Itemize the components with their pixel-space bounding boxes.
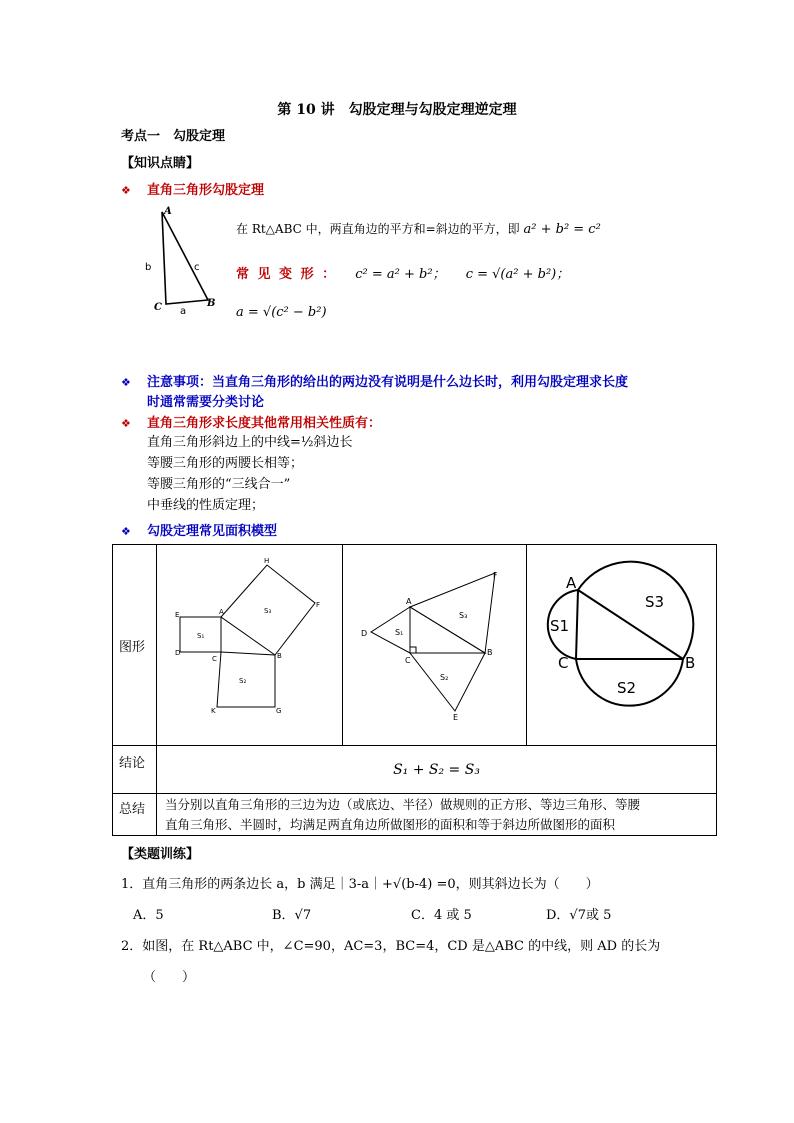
properties-list: [147, 432, 353, 516]
q1-option-b[interactable]: B．√7: [272, 908, 312, 923]
variants-row: [236, 263, 569, 282]
squares-model-figure: [157, 545, 342, 741]
figure-squares-cell: [157, 545, 343, 746]
diamond-bullet-icon: ❖: [121, 184, 131, 197]
figure-semicircles-cell: [527, 545, 717, 746]
row-label-conclusion: 结论: [113, 746, 157, 794]
fig3-label-C: C: [558, 654, 569, 672]
fig1-label-B: B: [277, 652, 282, 660]
statement-formula: a² + b² = c²: [523, 222, 601, 237]
fig1-label-F: F: [316, 601, 321, 609]
label-B: B: [207, 298, 216, 309]
attention-bullet: [121, 371, 628, 390]
q1-option-d[interactable]: D．√7或 5: [546, 908, 612, 923]
fig2-label-S2: S₂: [440, 673, 449, 682]
row-label-figure: 图形: [113, 545, 157, 746]
label-A: A: [164, 206, 172, 217]
theorem-bullet: [121, 179, 264, 198]
triangle-s2: [410, 653, 485, 711]
fig1-label-E: E: [175, 611, 180, 619]
question-2-answer: （ ）: [143, 970, 196, 985]
label-C: C: [154, 302, 162, 313]
fig2-label-A: A: [406, 597, 412, 606]
section-heading: 考点一 勾股定理: [121, 129, 226, 144]
properties-bullet: [121, 412, 381, 431]
question-2: 2．如图，在 Rt△ABC 中，∠C=90，AC=3，BC=4，CD 是△ABC 的中线，则 AD 的长为: [121, 939, 661, 954]
label-a: a: [180, 306, 187, 317]
fig1-label-A: A: [219, 608, 224, 616]
fig3-label-A: A: [566, 574, 577, 592]
fig2-label-D: D: [361, 629, 368, 638]
summary-line-2: 直角三角形、半圆时，均满足两直角边所做图形的面积和等于斜边所做图形的面积: [165, 816, 616, 832]
statement-prefix: 在 Rt△ABC 中，两直角边的平方和=斜边的平方，即: [236, 222, 520, 236]
diamond-bullet-icon: ❖: [121, 417, 131, 430]
fig1-label-D: D: [175, 649, 181, 657]
fig2-label-F: F: [493, 571, 498, 580]
fig2-label-S1: S₁: [395, 628, 404, 637]
summary-text: [157, 794, 717, 836]
question-1: 1．直角三角形的两条边长 a，b 满足｜3-a｜+√(b-4) =0，则其斜边长为（ ）: [121, 877, 599, 892]
fig1-label-K: K: [211, 707, 216, 715]
summary-line-1: 当分别以直角三角形的三边为边（或底边、半径）做规则的正方形、等边三角形、等腰: [165, 796, 641, 812]
q1-option-a[interactable]: A．5: [133, 908, 164, 923]
table-row-figures: [113, 545, 717, 746]
theorem-statement: [236, 220, 601, 237]
label-b: b: [145, 262, 152, 273]
variants-label: 常 见 变 形 ：: [236, 267, 338, 282]
fig2-label-S3: S₃: [459, 611, 468, 620]
fig2-label-C: C: [405, 656, 411, 665]
label-c: c: [194, 262, 200, 273]
fig3-label-B: B: [685, 654, 696, 672]
attention-line-2: 时通常需要分类讨论: [147, 395, 265, 410]
conclusion-formula: S₁ + S₂ = S₃: [157, 746, 717, 794]
fig3-label-S3: S3: [645, 593, 665, 611]
diamond-bullet-icon: ❖: [121, 525, 131, 538]
attention-line-1: 注意事项：当直角三角形的给出的两边没有说明是什么边长时，利用勾股定理求长度: [147, 375, 629, 390]
triangle-s1: [371, 607, 410, 653]
figure-triangles-cell: [343, 545, 527, 746]
fig1-label-C: C: [212, 655, 217, 663]
property-item: 等腰三角形的两腰长相等；: [147, 456, 304, 471]
row-label-summary: 总结: [113, 794, 157, 836]
area-models-table: [112, 544, 717, 836]
fig2-label-E: E: [453, 713, 459, 722]
semicircle-s3: [578, 562, 693, 659]
property-item: 中垂线的性质定理；: [147, 498, 265, 513]
fig3-label-S1: S1: [550, 617, 570, 635]
right-triangle-figure: [140, 200, 230, 320]
diamond-bullet-icon: ❖: [121, 376, 131, 389]
fig1-label-G: G: [276, 707, 282, 715]
fig1-label-S3: S₃: [264, 607, 272, 615]
property-item: 直角三角形斜边上的中线=½斜边长: [147, 435, 353, 450]
table-row-summary: [113, 794, 717, 836]
variant-1: c² = a² + b²；: [355, 267, 446, 282]
table-row-conclusion: [113, 746, 717, 794]
property-item: 等腰三角形的“三线合一”: [147, 477, 291, 492]
semicircles-model-figure: [527, 545, 716, 741]
page-title: 第 10 讲 勾股定理与勾股定理逆定理: [277, 102, 517, 118]
models-title: 勾股定理常见面积模型: [147, 524, 278, 539]
fig1-label-H: H: [264, 557, 270, 565]
fig2-label-B: B: [487, 648, 493, 657]
triangle-shape: [162, 212, 208, 304]
fig1-label-S1: S₁: [197, 632, 205, 640]
knowledge-heading: 【知识点睛】: [121, 156, 200, 171]
models-bullet: [121, 520, 277, 539]
properties-title: 直角三角形求长度其他常用相关性质有：: [147, 416, 382, 431]
triangles-model-figure: [343, 545, 526, 741]
theorem-bullet-title: 直角三角形勾股定理: [147, 183, 265, 198]
fig3-label-S2: S2: [617, 679, 637, 697]
fig1-label-S2: S₂: [239, 677, 247, 685]
practice-heading: 【类题训练】: [121, 847, 200, 862]
variant-2: c = √(a² + b²)；: [465, 267, 570, 282]
q1-option-c[interactable]: C．4 或 5: [411, 908, 472, 923]
variant-3: a = √(c² − b²): [236, 305, 327, 320]
triangle-s3: [410, 573, 495, 653]
